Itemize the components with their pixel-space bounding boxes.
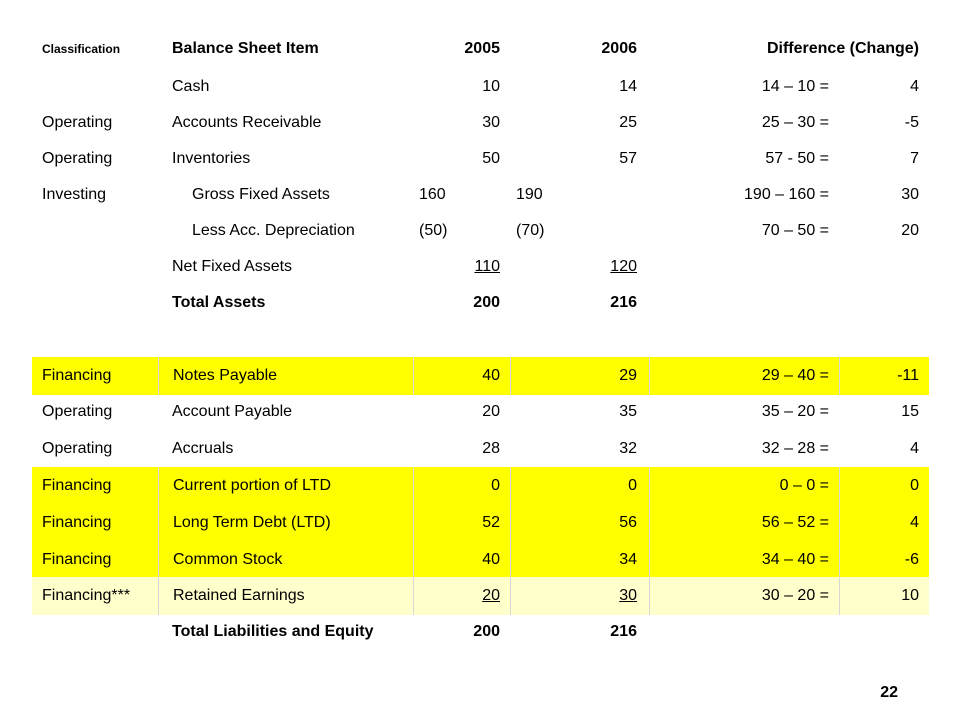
- row-change: 7: [910, 150, 919, 167]
- row-value-2005: 40: [413, 357, 510, 395]
- row-calculation: 57 - 50 =: [765, 150, 829, 167]
- row-change: 4: [910, 440, 919, 457]
- row-calculation: [649, 284, 839, 322]
- row-classification: Operating: [42, 114, 113, 131]
- row-value-2005: 200: [473, 294, 500, 311]
- row-value-2005: 50: [482, 150, 500, 167]
- row-classification: Financing: [42, 477, 112, 494]
- row-value-2005: 30: [482, 114, 500, 131]
- row-change: 10: [839, 577, 929, 615]
- row-value-2006: 120: [610, 258, 637, 275]
- row-value-2005: 10: [482, 78, 500, 95]
- row-value-2005: (50): [419, 222, 448, 239]
- row-item: Current portion of LTD: [158, 467, 413, 505]
- row-value-2006: 14: [619, 78, 637, 95]
- row-value-2005: 28: [482, 440, 500, 457]
- row-calculation: [649, 248, 839, 286]
- header-2005: 2005: [464, 40, 500, 57]
- row-classification: Financing: [42, 367, 112, 384]
- page-number: 22: [880, 684, 898, 701]
- row-item: Total Assets: [172, 294, 266, 311]
- row-classification: Financing: [42, 514, 112, 531]
- row-value-2006: 57: [619, 150, 637, 167]
- row-item: Cash: [172, 78, 210, 95]
- row-value-2005: 20: [482, 403, 500, 420]
- row-change: [839, 248, 929, 286]
- row-item: Total Liabilities and Equity: [172, 623, 374, 640]
- row-item: Retained Earnings: [158, 577, 413, 615]
- row-value-2005: 40: [413, 541, 510, 579]
- row-value-2006: 35: [619, 403, 637, 420]
- table-row-cash: [32, 68, 929, 106]
- table-row-accumulated-depreciation: [32, 212, 929, 250]
- table-row-long-term-debt: [32, 504, 929, 542]
- row-item: Inventories: [172, 150, 251, 167]
- row-classification: Operating: [42, 150, 113, 167]
- row-value-2006: 216: [610, 623, 637, 640]
- table-header: [32, 30, 929, 68]
- row-value-2005: 0: [413, 467, 510, 505]
- row-calculation: 35 – 20 =: [761, 403, 829, 420]
- row-change: [839, 613, 929, 651]
- row-item: Account Payable: [172, 403, 293, 420]
- row-classification: [32, 68, 158, 106]
- row-change: -6: [839, 541, 929, 579]
- row-classification: Operating: [42, 440, 113, 457]
- row-item: Long Term Debt (LTD): [158, 504, 413, 542]
- table-row-total-assets: [32, 284, 929, 322]
- row-calculation: [649, 613, 839, 651]
- row-value-2006: 25: [619, 114, 637, 131]
- table-row-gross-fixed-assets: [32, 176, 929, 214]
- table-row-notes-payable: [32, 357, 929, 395]
- row-value-2006: 190: [516, 186, 543, 203]
- row-item: Less Acc. Depreciation: [192, 222, 355, 239]
- table-row-net-fixed-assets: [32, 248, 929, 286]
- row-value-2006: 29: [510, 357, 649, 395]
- row-change: 4: [839, 504, 929, 542]
- row-item: Accruals: [172, 440, 234, 457]
- row-calculation: 29 – 40 =: [649, 357, 839, 395]
- row-item: Net Fixed Assets: [172, 258, 293, 275]
- table-row-retained-earnings: [32, 577, 929, 615]
- row-calculation: 70 – 50 =: [761, 222, 829, 239]
- row-calculation: 30 – 20 =: [649, 577, 839, 615]
- row-item: Notes Payable: [158, 357, 413, 395]
- row-change: -5: [904, 114, 919, 131]
- row-item: Accounts Receivable: [172, 114, 322, 131]
- row-classification: [32, 248, 158, 286]
- row-value-2006: (70): [516, 222, 545, 239]
- table-row-total-liabilities-equity: [32, 613, 929, 651]
- row-value-2005: 20: [413, 577, 510, 615]
- row-classification: Financing: [42, 551, 112, 568]
- header-2006: 2006: [601, 40, 637, 57]
- row-calculation: 34 – 40 =: [649, 541, 839, 579]
- row-value-2006: 34: [510, 541, 649, 579]
- row-value-2005: 200: [473, 623, 500, 640]
- table-row-accruals: [32, 430, 929, 468]
- row-classification: [32, 284, 158, 322]
- header-difference: Difference (Change): [766, 40, 919, 57]
- row-value-2005: 52: [413, 504, 510, 542]
- row-change: 30: [901, 186, 919, 203]
- row-value-2005: 110: [474, 258, 500, 275]
- row-change: -11: [839, 357, 929, 395]
- row-value-2006: 56: [510, 504, 649, 542]
- row-calculation: 190 – 160 =: [744, 186, 829, 203]
- row-value-2006: 216: [610, 294, 637, 311]
- row-change: 4: [910, 78, 919, 95]
- row-item: Common Stock: [158, 541, 413, 579]
- table-row-account-payable: [32, 393, 929, 431]
- row-change: 0: [839, 467, 929, 505]
- row-classification: [32, 212, 158, 250]
- row-calculation: 32 – 28 =: [761, 440, 829, 457]
- row-value-2005: 160: [419, 186, 446, 203]
- row-calculation: 14 – 10 =: [761, 78, 829, 95]
- row-calculation: 0 – 0 =: [649, 467, 839, 505]
- header-balance-sheet-item: Balance Sheet Item: [172, 40, 319, 57]
- row-change: [839, 284, 929, 322]
- row-value-2006: 0: [510, 467, 649, 505]
- row-change: 15: [901, 403, 919, 420]
- row-classification: [32, 613, 158, 651]
- row-classification: Investing: [42, 186, 107, 203]
- row-classification: Financing***: [42, 587, 131, 604]
- table-row-common-stock: [32, 541, 929, 579]
- row-value-2006: 30: [510, 577, 649, 615]
- row-change: 20: [901, 222, 919, 239]
- row-calculation: 56 – 52 =: [649, 504, 839, 542]
- table-row-current-portion-ltd: [32, 467, 929, 505]
- row-value-2006: 32: [619, 440, 637, 457]
- table-row-inventories: [32, 140, 929, 178]
- row-calculation: 25 – 30 =: [761, 114, 829, 131]
- table-row-accounts-receivable: [32, 104, 929, 142]
- row-item: Gross Fixed Assets: [192, 186, 330, 203]
- header-classification: Classification: [42, 42, 121, 56]
- row-classification: Operating: [42, 403, 113, 420]
